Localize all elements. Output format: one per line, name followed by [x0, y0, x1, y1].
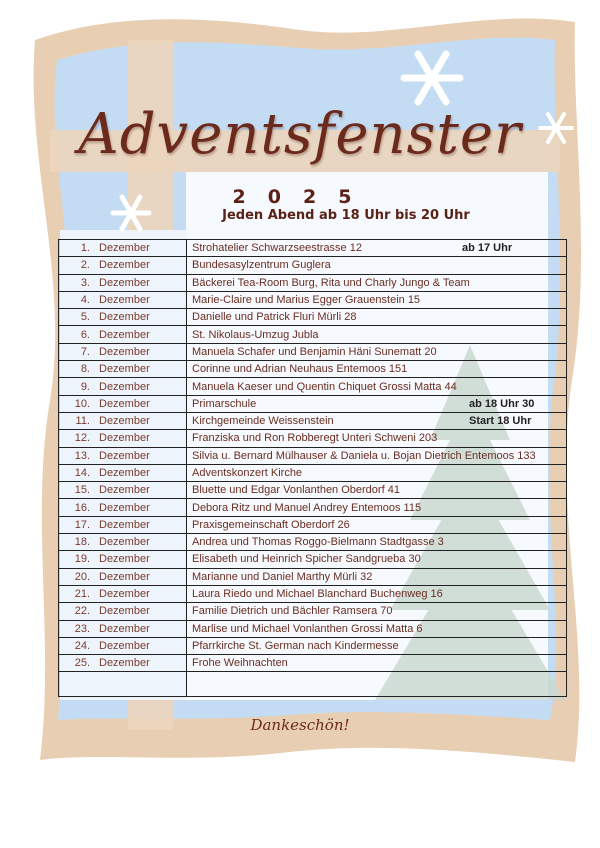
month-label: Dezember: [99, 449, 150, 462]
date-cell: [59, 274, 187, 291]
month-label: Dezember: [99, 467, 150, 479]
host-description: Pfarrkirche St. German nach Kindermesse: [192, 639, 399, 652]
table-row: [59, 585, 567, 602]
date-cell: [59, 655, 187, 672]
host-description: Praxisgemeinschaft Oberdorf 26: [192, 518, 350, 531]
day-number: 14.: [74, 467, 90, 479]
date-cell: [59, 395, 187, 412]
host-cell: [187, 464, 567, 481]
table-row: [59, 482, 567, 499]
day-number: 5.: [80, 311, 90, 324]
table-row: [59, 551, 567, 568]
table-row: [59, 274, 567, 291]
date-cell: [59, 257, 187, 274]
host-description: Elisabeth und Heinrich Spicher Sandgrueba 30: [192, 553, 421, 566]
table-row: [59, 464, 567, 481]
day-number: 21.: [74, 588, 90, 601]
host-description: Bundesasylzentrum Guglera: [192, 259, 331, 272]
month-label: Dezember: [99, 432, 150, 445]
date-cell: [59, 291, 187, 308]
table-row: [59, 655, 567, 672]
month-label: Dezember: [99, 242, 150, 255]
host-cell: [187, 309, 567, 326]
date-cell: [59, 430, 187, 447]
host-description: Primarschule: [192, 397, 257, 410]
host-description: St. Nikolaus-Umzug Jubla: [192, 328, 319, 341]
date-cell: [59, 499, 187, 516]
time-note: ab 18 Uhr 30: [469, 397, 535, 410]
host-cell: [187, 291, 567, 308]
month-label: Dezember: [99, 397, 150, 410]
host-cell: [187, 655, 567, 672]
host-description: Debora Ritz und Manuel Andrey Entemoos 115: [192, 501, 422, 514]
host-description: Manuela Schafer und Benjamin Häni Sunematt 20: [192, 345, 437, 358]
date-cell: [59, 482, 187, 499]
day-number: 16.: [74, 501, 90, 514]
table-row: [59, 568, 567, 585]
date-cell: [59, 603, 187, 620]
date-cell: [59, 326, 187, 343]
host-cell: [187, 568, 567, 585]
host-description: Marlise und Michael Vonlanthen Grossi Matta 6: [192, 622, 423, 635]
host-description: Andrea und Thomas Roggo-Bielmann Stadtgasse 3: [192, 536, 444, 549]
time-note: ab 17 Uhr: [462, 242, 513, 255]
table-row: [59, 603, 567, 620]
host-cell: [187, 395, 567, 412]
month-label: Dezember: [99, 501, 150, 514]
host-cell: [187, 343, 567, 360]
day-number: 8.: [80, 363, 90, 376]
host-cell: [187, 551, 567, 568]
month-label: Dezember: [99, 639, 150, 652]
day-number: 4.: [80, 294, 90, 307]
table-row: [59, 672, 567, 697]
day-number: 25.: [74, 657, 90, 670]
host-description: Manuela Kaeser und Quentin Chiquet Grossi Matta 44: [192, 380, 457, 393]
table-row: [59, 361, 567, 378]
month-label: Dezember: [99, 276, 150, 289]
host-cell: [187, 378, 567, 395]
day-number: 20.: [74, 570, 90, 583]
day-number: 19.: [74, 553, 90, 566]
month-label: Dezember: [99, 518, 150, 531]
month-label: Dezember: [99, 622, 150, 635]
date-cell: [59, 361, 187, 378]
day-number: 3.: [80, 276, 90, 289]
host-cell: [187, 257, 567, 274]
table-row: [59, 499, 567, 516]
month-label: Dezember: [99, 484, 150, 497]
host-description: Laura Riedo und Michael Blanchard Buchenweg 16: [192, 588, 443, 601]
page-title: Adventsfenster: [78, 102, 522, 167]
date-cell: [59, 464, 187, 481]
month-label: Dezember: [99, 553, 150, 566]
day-number: 18.: [74, 536, 90, 549]
host-description: Frohe Weihnachten: [192, 657, 288, 670]
host-cell: [187, 672, 567, 697]
day-number: 23.: [74, 622, 90, 635]
day-number: 24.: [74, 639, 90, 652]
month-label: Dezember: [99, 294, 150, 307]
host-cell: [187, 603, 567, 620]
host-cell: [187, 534, 567, 551]
date-cell: [59, 378, 187, 395]
host-cell: [187, 274, 567, 291]
date-cell: [59, 447, 187, 464]
date-cell: [59, 534, 187, 551]
host-description: Bluette und Edgar Vonlanthen Oberdorf 41: [192, 484, 400, 497]
host-description: Kirchgemeinde Weissenstein: [192, 415, 334, 428]
date-cell: [59, 637, 187, 654]
day-number: 15.: [74, 484, 90, 497]
host-cell: [187, 482, 567, 499]
day-number: 13.: [74, 449, 90, 462]
day-number: 7.: [80, 345, 90, 358]
host-cell: [187, 430, 567, 447]
host-cell: [187, 499, 567, 516]
table-row: [59, 516, 567, 533]
date-cell: [59, 551, 187, 568]
month-label: Dezember: [99, 536, 150, 549]
table-row: [59, 534, 567, 551]
table-row: [59, 395, 567, 412]
date-cell: [59, 240, 187, 257]
host-cell: [187, 412, 567, 429]
table-row: [59, 257, 567, 274]
day-number: 12.: [74, 432, 90, 445]
host-description: Strohatelier Schwarzseestrasse 12: [192, 242, 362, 255]
date-cell: [59, 585, 187, 602]
day-number: 9.: [80, 380, 90, 393]
host-cell: [187, 361, 567, 378]
host-description: Danielle und Patrick Fluri Mürli 28: [192, 311, 357, 324]
month-label: Dezember: [99, 259, 150, 272]
host-cell: [187, 585, 567, 602]
host-cell: [187, 240, 567, 257]
host-description: Bäckerei Tea-Room Burg, Rita und Charly Jungo & Team: [192, 276, 470, 289]
time-note: Start 18 Uhr: [469, 415, 532, 428]
table-row: [59, 412, 567, 429]
table-row: [59, 240, 567, 257]
host-description: Adventskonzert Kirche: [192, 467, 303, 479]
host-description: Marie-Claire und Marius Egger Grauenstein 15: [192, 294, 421, 307]
host-cell: [187, 516, 567, 533]
month-label: Dezember: [99, 363, 150, 376]
host-description: Familie Dietrich und Bächler Ramsera 70: [192, 605, 393, 618]
table-row: [59, 620, 567, 637]
host-cell: [187, 326, 567, 343]
date-cell: [59, 516, 187, 533]
day-number: 1.: [80, 242, 90, 255]
host-description: Marianne und Daniel Marthy Mürli 32: [192, 570, 373, 583]
day-number: 6.: [80, 328, 90, 341]
year-label: 2025: [232, 186, 374, 208]
host-description: Corinne und Adrian Neuhaus Entemoos 151: [192, 363, 408, 376]
table-row: [59, 309, 567, 326]
day-number: 17.: [74, 518, 90, 531]
month-label: Dezember: [99, 311, 150, 324]
date-cell: [59, 412, 187, 429]
closing-text: Dankeschön!: [250, 716, 350, 734]
date-cell: [59, 309, 187, 326]
month-label: Dezember: [99, 588, 150, 601]
table-row: [59, 637, 567, 654]
day-number: 2.: [80, 259, 90, 272]
date-cell: [59, 343, 187, 360]
subtitle: Jeden Abend ab 18 Uhr bis 20 Uhr: [222, 208, 470, 223]
table-row: [59, 378, 567, 395]
day-number: 10.: [74, 397, 90, 410]
table-row: [59, 343, 567, 360]
table-row: [59, 447, 567, 464]
table-row: [59, 291, 567, 308]
host-cell: [187, 620, 567, 637]
host-description: Silvia u. Bernard Mülhauser & Daniela u. Bojan Dietrich Entemoos 133: [192, 449, 536, 462]
date-cell: [59, 568, 187, 585]
host-description: Franziska und Ron Robberegt Unteri Schweni 203: [192, 432, 438, 445]
month-label: Dezember: [99, 605, 150, 618]
host-cell: [187, 637, 567, 654]
day-number: 22.: [74, 605, 90, 618]
day-number: 11.: [75, 415, 90, 428]
month-label: Dezember: [99, 328, 150, 341]
date-cell: [59, 672, 187, 697]
schedule-table: [58, 239, 567, 697]
table-row: [59, 430, 567, 447]
month-label: Dezember: [99, 570, 150, 583]
host-cell: [187, 447, 567, 464]
month-label: Dezember: [99, 415, 150, 428]
date-cell: [59, 620, 187, 637]
month-label: Dezember: [99, 345, 150, 358]
month-label: Dezember: [99, 380, 150, 393]
month-label: Dezember: [99, 657, 150, 670]
table-row: [59, 326, 567, 343]
